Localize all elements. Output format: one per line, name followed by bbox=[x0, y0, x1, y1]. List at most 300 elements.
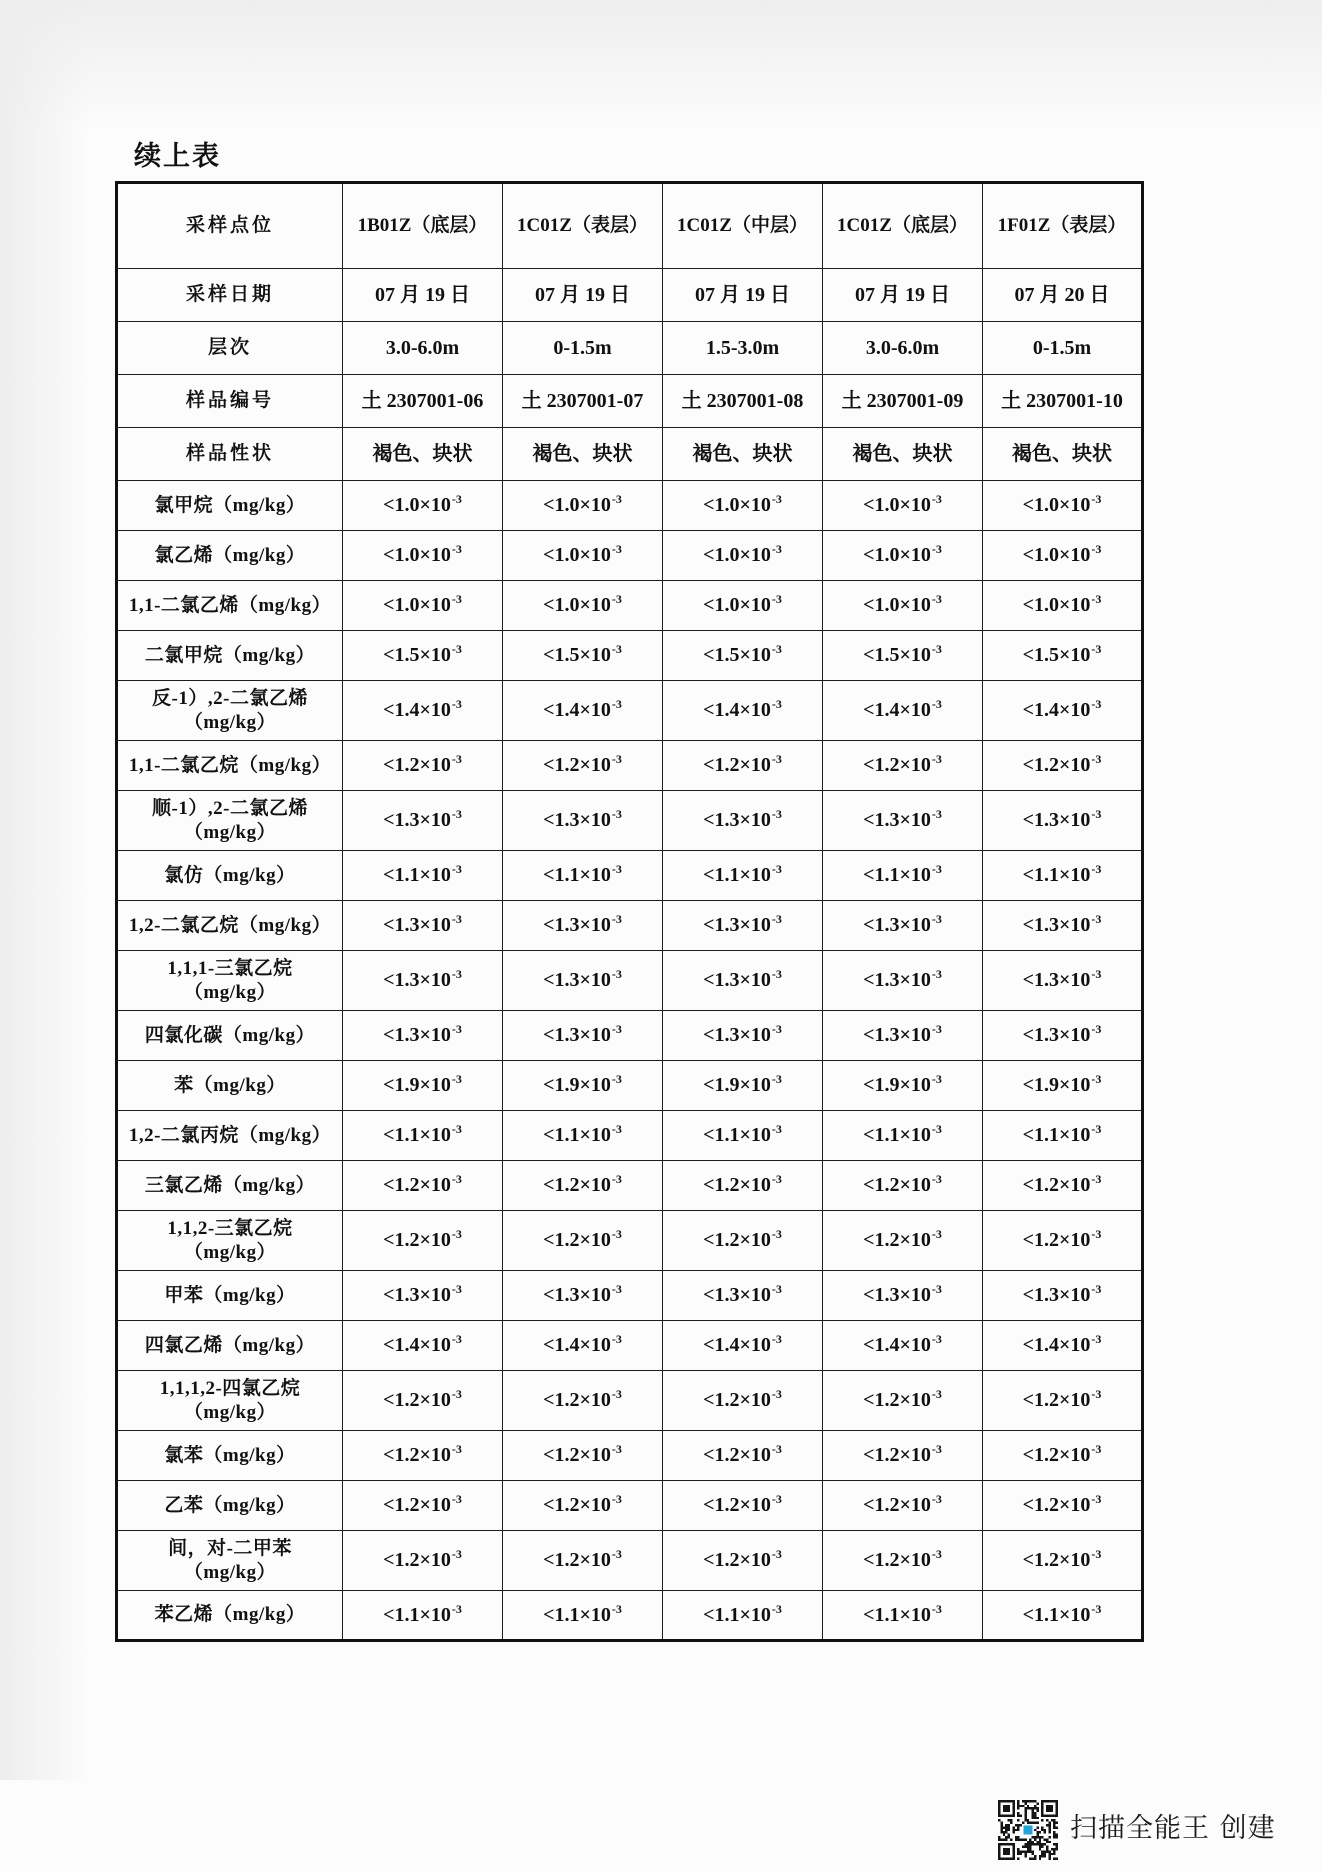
value-mantissa: <1.1×10 bbox=[383, 1603, 451, 1626]
value-exponent: -3 bbox=[771, 1332, 782, 1346]
analyte-value-cell bbox=[823, 1161, 983, 1211]
analyte-value-cell bbox=[983, 1011, 1143, 1061]
analyte-value-cell bbox=[343, 1111, 503, 1161]
info-value: 土 2307001-07 bbox=[521, 389, 644, 412]
value-exponent: -3 bbox=[451, 1332, 462, 1346]
value-mantissa: <1.0×10 bbox=[1022, 594, 1091, 616]
analyte-row bbox=[117, 681, 1143, 741]
value-exponent: -3 bbox=[771, 862, 782, 876]
value-exponent: -3 bbox=[451, 592, 462, 606]
info-label-cell bbox=[117, 322, 343, 375]
analyte-name-cell bbox=[117, 1271, 343, 1321]
value-mantissa: <1.2×10 bbox=[863, 1494, 931, 1516]
analyte-value-cell bbox=[823, 681, 983, 741]
info-value: 0-1.5m bbox=[1032, 336, 1092, 359]
value-exponent: -3 bbox=[771, 1387, 782, 1401]
value-mantissa: <1.2×10 bbox=[543, 1389, 611, 1411]
analyte-value-cell bbox=[503, 1481, 663, 1531]
value-exponent: -3 bbox=[931, 1492, 942, 1506]
value-exponent: -3 bbox=[1091, 1122, 1102, 1136]
value-exponent: -3 bbox=[771, 1442, 782, 1456]
analyte-value-cell bbox=[663, 531, 823, 581]
value-mantissa: <1.1×10 bbox=[543, 1124, 611, 1146]
analyte-value-cell bbox=[663, 1321, 823, 1371]
value-exponent: -3 bbox=[1091, 492, 1102, 506]
analyte-name-line: （mg/kg） bbox=[183, 981, 277, 1003]
analyte-value-cell bbox=[983, 1161, 1143, 1211]
info-value: 土 2307001-10 bbox=[1001, 389, 1123, 412]
value-mantissa: <1.0×10 bbox=[703, 544, 771, 566]
analyte-row bbox=[117, 1481, 1143, 1531]
value-exponent: -3 bbox=[1091, 592, 1102, 606]
analyte-name-line: 氯苯（mg/kg） bbox=[164, 1444, 296, 1466]
analyte-name-line: 氯乙烯（mg/kg） bbox=[154, 544, 306, 566]
value-mantissa: <1.4×10 bbox=[863, 1334, 931, 1356]
info-value: 土 2307001-06 bbox=[361, 389, 484, 412]
value-exponent: -3 bbox=[451, 642, 462, 656]
value-mantissa: <1.3×10 bbox=[863, 1284, 931, 1306]
value-exponent: -3 bbox=[931, 1022, 942, 1036]
value-exponent: -3 bbox=[771, 967, 782, 981]
info-value-cell bbox=[663, 269, 823, 322]
info-value-cell bbox=[823, 428, 983, 481]
analyte-value-cell bbox=[503, 1011, 663, 1061]
value-mantissa: <1.2×10 bbox=[703, 1174, 771, 1196]
value-mantissa: <1.0×10 bbox=[703, 494, 771, 516]
info-label: 样品编号 bbox=[185, 390, 274, 412]
analyte-value-cell bbox=[823, 791, 983, 851]
value-mantissa: <1.5×10 bbox=[383, 644, 451, 666]
info-row bbox=[117, 428, 1143, 481]
analyte-value-cell bbox=[343, 1591, 503, 1641]
analyte-name-cell bbox=[117, 681, 343, 741]
analyte-value-cell bbox=[343, 1211, 503, 1271]
analyte-value-cell bbox=[343, 1431, 503, 1481]
analyte-value-cell bbox=[663, 741, 823, 791]
analyte-row bbox=[117, 481, 1143, 531]
value-exponent: -3 bbox=[451, 1227, 462, 1241]
value-mantissa: <1.3×10 bbox=[703, 969, 771, 991]
value-exponent: -3 bbox=[931, 1442, 942, 1456]
value-mantissa: <1.4×10 bbox=[1022, 699, 1091, 721]
analyte-name-cell bbox=[117, 791, 343, 851]
info-value-cell bbox=[823, 322, 983, 375]
analyte-value-cell bbox=[823, 1321, 983, 1371]
value-mantissa: <1.2×10 bbox=[543, 1549, 611, 1571]
analyte-name-line: 四氯化碳（mg/kg） bbox=[144, 1024, 316, 1046]
value-exponent: -3 bbox=[771, 912, 782, 926]
value-exponent: -3 bbox=[611, 752, 622, 766]
analyte-value-cell bbox=[503, 1061, 663, 1111]
watermark-text: 扫描全能王 创建 bbox=[1070, 1813, 1276, 1844]
sampling-point-label: 1F01Z（表层） bbox=[997, 215, 1127, 237]
analyte-value-cell bbox=[343, 1371, 503, 1431]
analyte-value-cell bbox=[343, 481, 503, 531]
analyte-row bbox=[117, 1371, 1143, 1431]
analyte-value-cell bbox=[343, 1161, 503, 1211]
value-mantissa: <1.4×10 bbox=[383, 699, 451, 721]
analyte-name-line: （mg/kg） bbox=[183, 711, 277, 733]
value-mantissa: <1.9×10 bbox=[543, 1074, 611, 1096]
value-exponent: -3 bbox=[611, 697, 622, 711]
analyte-value-cell bbox=[823, 1591, 983, 1641]
value-mantissa: <1.2×10 bbox=[703, 1549, 771, 1571]
analyte-name-line: 四氯乙烯（mg/kg） bbox=[144, 1334, 316, 1356]
analyte-name-line: 1,1,1-三氯乙烷 bbox=[167, 957, 293, 979]
info-value-cell bbox=[663, 428, 823, 481]
value-exponent: -3 bbox=[771, 807, 782, 821]
value-exponent: -3 bbox=[451, 1387, 462, 1401]
value-exponent: -3 bbox=[611, 862, 622, 876]
info-value-cell bbox=[343, 269, 503, 322]
sampling-point-label: 1C01Z（底层） bbox=[837, 215, 968, 237]
analyte-value-cell bbox=[503, 481, 663, 531]
info-value: 3.0-6.0m bbox=[385, 336, 460, 359]
analyte-value-cell bbox=[983, 741, 1143, 791]
analyte-value-cell bbox=[343, 951, 503, 1011]
value-mantissa: <1.3×10 bbox=[543, 1024, 611, 1046]
value-mantissa: <1.2×10 bbox=[1022, 1549, 1091, 1571]
analyte-name-line: 1,2-二氯乙烷（mg/kg） bbox=[128, 914, 332, 936]
analyte-value-cell bbox=[503, 1161, 663, 1211]
analyte-value-cell bbox=[983, 581, 1143, 631]
analyte-name-line: 三氯乙烯（mg/kg） bbox=[144, 1174, 316, 1196]
analyte-name-cell bbox=[117, 1591, 343, 1641]
analyte-value-cell bbox=[663, 1531, 823, 1591]
value-mantissa: <1.3×10 bbox=[383, 809, 451, 831]
value-exponent: -3 bbox=[1091, 1072, 1102, 1086]
value-exponent: -3 bbox=[611, 1227, 622, 1241]
value-mantissa: <1.2×10 bbox=[383, 1494, 451, 1516]
value-exponent: -3 bbox=[1091, 807, 1102, 821]
value-mantissa: <1.5×10 bbox=[703, 644, 771, 666]
value-exponent: -3 bbox=[611, 1072, 622, 1086]
analyte-value-cell bbox=[983, 481, 1143, 531]
analyte-value-cell bbox=[503, 951, 663, 1011]
value-exponent: -3 bbox=[1091, 697, 1102, 711]
value-exponent: -3 bbox=[771, 542, 782, 556]
value-mantissa: <1.2×10 bbox=[703, 754, 771, 776]
page-title: 续上表 bbox=[134, 141, 221, 171]
info-value-cell bbox=[663, 322, 823, 375]
value-mantissa: <1.2×10 bbox=[703, 1229, 771, 1251]
value-exponent: -3 bbox=[611, 1022, 622, 1036]
analyte-name-cell bbox=[117, 531, 343, 581]
value-mantissa: <1.3×10 bbox=[863, 809, 931, 831]
info-value-cell bbox=[503, 322, 663, 375]
value-exponent: -3 bbox=[611, 592, 622, 606]
value-mantissa: <1.4×10 bbox=[1022, 1334, 1091, 1356]
value-exponent: -3 bbox=[451, 1122, 462, 1136]
value-mantissa: <1.2×10 bbox=[863, 754, 931, 776]
value-exponent: -3 bbox=[931, 967, 942, 981]
value-exponent: -3 bbox=[771, 1492, 782, 1506]
value-mantissa: <1.1×10 bbox=[863, 1603, 931, 1626]
value-mantissa: <1.0×10 bbox=[383, 544, 451, 566]
value-mantissa: <1.1×10 bbox=[383, 1124, 451, 1146]
analyte-value-cell bbox=[823, 1271, 983, 1321]
analyte-name-cell bbox=[117, 1531, 343, 1591]
analyte-row bbox=[117, 791, 1143, 851]
analyte-name-cell bbox=[117, 1111, 343, 1161]
value-exponent: -3 bbox=[611, 1122, 622, 1136]
analyte-name-cell bbox=[117, 951, 343, 1011]
analyte-value-cell bbox=[983, 851, 1143, 901]
value-exponent: -3 bbox=[771, 1547, 782, 1561]
analyte-name-line: 1,1,1,2-四氯乙烷 bbox=[159, 1377, 301, 1399]
value-exponent: -3 bbox=[611, 1601, 622, 1616]
analyte-value-cell bbox=[503, 631, 663, 681]
analyte-name-line: （mg/kg） bbox=[183, 1561, 277, 1583]
analyte-value-cell bbox=[663, 481, 823, 531]
analyte-value-cell bbox=[823, 1011, 983, 1061]
analyte-value-cell bbox=[343, 681, 503, 741]
value-exponent: -3 bbox=[1091, 1387, 1102, 1401]
info-value: 褐色、块状 bbox=[1012, 442, 1112, 465]
analyte-value-cell bbox=[663, 631, 823, 681]
value-exponent: -3 bbox=[451, 697, 462, 711]
value-exponent: -3 bbox=[931, 697, 942, 711]
value-mantissa: <1.5×10 bbox=[863, 644, 931, 666]
info-value-cell bbox=[983, 428, 1143, 481]
value-mantissa: <1.0×10 bbox=[863, 494, 931, 516]
value-mantissa: <1.2×10 bbox=[1022, 1494, 1091, 1516]
value-mantissa: <1.3×10 bbox=[1022, 1284, 1091, 1306]
info-value: 07 月 20 日 bbox=[1014, 283, 1110, 306]
value-mantissa: <1.2×10 bbox=[1022, 1444, 1091, 1466]
value-exponent: -3 bbox=[611, 492, 622, 506]
sampling-point-label: 1C01Z（中层） bbox=[677, 215, 808, 237]
value-exponent: -3 bbox=[931, 1387, 942, 1401]
value-mantissa: <1.0×10 bbox=[863, 594, 931, 616]
analyte-value-cell bbox=[663, 791, 823, 851]
value-mantissa: <1.2×10 bbox=[383, 1389, 451, 1411]
analyte-row bbox=[117, 1591, 1143, 1641]
value-mantissa: <1.2×10 bbox=[863, 1549, 931, 1571]
value-exponent: -3 bbox=[931, 1332, 942, 1346]
value-mantissa: <1.9×10 bbox=[863, 1074, 931, 1096]
value-mantissa: <1.3×10 bbox=[383, 1284, 451, 1306]
info-label: 样品性状 bbox=[185, 443, 274, 465]
analyte-value-cell bbox=[663, 1481, 823, 1531]
analyte-value-cell bbox=[983, 791, 1143, 851]
value-exponent: -3 bbox=[611, 1387, 622, 1401]
value-exponent: -3 bbox=[611, 1282, 622, 1296]
analyte-value-cell bbox=[823, 531, 983, 581]
analyte-value-cell bbox=[663, 1431, 823, 1481]
analyte-value-cell bbox=[503, 1431, 663, 1481]
analyte-name-cell bbox=[117, 1061, 343, 1111]
analyte-row bbox=[117, 1431, 1143, 1481]
analyte-value-cell bbox=[983, 1271, 1143, 1321]
value-mantissa: <1.3×10 bbox=[383, 969, 451, 991]
sampling-point-cell bbox=[823, 183, 983, 269]
value-mantissa: <1.4×10 bbox=[863, 699, 931, 721]
analyte-value-cell bbox=[503, 741, 663, 791]
analyte-value-cell bbox=[823, 741, 983, 791]
analyte-value-cell bbox=[823, 1431, 983, 1481]
value-mantissa: <1.3×10 bbox=[1022, 1024, 1091, 1046]
analyte-value-cell bbox=[823, 1531, 983, 1591]
analyte-value-cell bbox=[823, 481, 983, 531]
value-exponent: -3 bbox=[1091, 1282, 1102, 1296]
analyte-value-cell bbox=[503, 1211, 663, 1271]
info-row bbox=[117, 322, 1143, 375]
analyte-name-line: 1,1-二氯乙烷（mg/kg） bbox=[128, 754, 332, 776]
analyte-row bbox=[117, 1061, 1143, 1111]
analyte-value-cell bbox=[663, 851, 823, 901]
analyte-value-cell bbox=[663, 1591, 823, 1641]
scan-shadow-top bbox=[0, 0, 1322, 130]
value-mantissa: <1.3×10 bbox=[543, 914, 611, 936]
value-mantissa: <1.4×10 bbox=[543, 699, 611, 721]
value-exponent: -3 bbox=[611, 1332, 622, 1346]
analyte-value-cell bbox=[503, 531, 663, 581]
value-mantissa: <1.1×10 bbox=[703, 1124, 771, 1146]
table-header-row bbox=[117, 183, 1143, 269]
value-exponent: -3 bbox=[451, 862, 462, 876]
value-exponent: -3 bbox=[931, 542, 942, 556]
value-exponent: -3 bbox=[611, 1442, 622, 1456]
value-exponent: -3 bbox=[451, 1492, 462, 1506]
analyte-value-cell bbox=[663, 681, 823, 741]
value-exponent: -3 bbox=[931, 492, 942, 506]
value-exponent: -3 bbox=[1091, 1332, 1102, 1346]
value-exponent: -3 bbox=[611, 807, 622, 821]
analyte-name-cell bbox=[117, 901, 343, 951]
analyte-value-cell bbox=[503, 1591, 663, 1641]
scan-shadow-left bbox=[0, 0, 90, 1780]
value-exponent: -3 bbox=[931, 807, 942, 821]
analyte-row bbox=[117, 901, 1143, 951]
analyte-value-cell bbox=[343, 791, 503, 851]
value-exponent: -3 bbox=[1091, 862, 1102, 876]
info-value-cell bbox=[343, 428, 503, 481]
analyte-name-line: 苯乙烯（mg/kg） bbox=[154, 1604, 306, 1626]
sampling-point-cell bbox=[663, 183, 823, 269]
info-value-cell bbox=[823, 269, 983, 322]
analyte-value-cell bbox=[983, 1431, 1143, 1481]
analyte-value-cell bbox=[503, 1271, 663, 1321]
analyte-value-cell bbox=[983, 1591, 1143, 1641]
analyte-value-cell bbox=[983, 681, 1143, 741]
value-mantissa: <1.3×10 bbox=[543, 1284, 611, 1306]
value-mantissa: <1.1×10 bbox=[1022, 864, 1091, 886]
analyte-name-line: 二氯甲烷（mg/kg） bbox=[144, 644, 316, 666]
info-value-cell bbox=[663, 375, 823, 428]
analyte-name-cell bbox=[117, 1431, 343, 1481]
analyte-value-cell bbox=[343, 741, 503, 791]
value-mantissa: <1.2×10 bbox=[383, 1549, 451, 1571]
analyte-name-cell bbox=[117, 1211, 343, 1271]
analyte-value-cell bbox=[343, 1271, 503, 1321]
analyte-value-cell bbox=[663, 1371, 823, 1431]
value-exponent: -3 bbox=[931, 592, 942, 606]
value-exponent: -3 bbox=[451, 542, 462, 556]
analyte-name-line: 1,1,2-三氯乙烷 bbox=[167, 1217, 293, 1239]
value-exponent: -3 bbox=[451, 492, 462, 506]
value-mantissa: <1.3×10 bbox=[703, 809, 771, 831]
analyte-name-cell bbox=[117, 1371, 343, 1431]
value-exponent: -3 bbox=[771, 1227, 782, 1241]
value-exponent: -3 bbox=[931, 752, 942, 766]
analyte-value-cell bbox=[983, 951, 1143, 1011]
value-exponent: -3 bbox=[1091, 1547, 1102, 1561]
analyte-value-cell bbox=[983, 531, 1143, 581]
analyte-name-cell bbox=[117, 741, 343, 791]
analyte-value-cell bbox=[503, 1531, 663, 1591]
value-exponent: -3 bbox=[451, 1072, 462, 1086]
value-mantissa: <1.3×10 bbox=[1022, 914, 1091, 936]
analyte-name-line: 反-1）,2-二氯乙烯 bbox=[152, 687, 308, 709]
value-mantissa: <1.2×10 bbox=[703, 1389, 771, 1411]
analyte-value-cell bbox=[823, 581, 983, 631]
analyte-value-cell bbox=[503, 681, 663, 741]
info-label: 采样日期 bbox=[185, 284, 274, 306]
info-value: 07 月 19 日 bbox=[375, 283, 470, 306]
value-exponent: -3 bbox=[771, 697, 782, 711]
value-mantissa: <1.2×10 bbox=[543, 1174, 611, 1196]
info-value-cell bbox=[983, 322, 1143, 375]
info-value: 褐色、块状 bbox=[532, 442, 633, 465]
info-label-cell bbox=[117, 375, 343, 428]
value-exponent: -3 bbox=[451, 912, 462, 926]
analyte-value-cell bbox=[823, 1211, 983, 1271]
value-mantissa: <1.4×10 bbox=[703, 1334, 771, 1356]
value-exponent: -3 bbox=[1091, 1227, 1102, 1241]
analyte-value-cell bbox=[343, 901, 503, 951]
analyte-name-cell bbox=[117, 851, 343, 901]
value-mantissa: <1.1×10 bbox=[543, 1603, 611, 1626]
info-value-cell bbox=[823, 375, 983, 428]
value-mantissa: <1.3×10 bbox=[383, 1024, 451, 1046]
value-exponent: -3 bbox=[1091, 642, 1102, 656]
analyte-value-cell bbox=[663, 951, 823, 1011]
value-exponent: -3 bbox=[931, 1122, 942, 1136]
analyte-name-line: 氯甲烷（mg/kg） bbox=[154, 494, 306, 516]
value-exponent: -3 bbox=[611, 1492, 622, 1506]
value-mantissa: <1.1×10 bbox=[703, 864, 771, 886]
value-mantissa: <1.2×10 bbox=[1022, 754, 1091, 776]
info-label-cell bbox=[117, 269, 343, 322]
info-value-cell bbox=[503, 375, 663, 428]
info-value: 0-1.5m bbox=[553, 336, 612, 359]
header-label-cell bbox=[117, 183, 343, 269]
value-mantissa: <1.0×10 bbox=[383, 594, 451, 616]
analyte-value-cell bbox=[823, 951, 983, 1011]
info-value: 3.0-6.0m bbox=[865, 336, 940, 359]
value-exponent: -3 bbox=[1091, 967, 1102, 981]
value-mantissa: <1.5×10 bbox=[543, 644, 611, 666]
analyte-value-cell bbox=[823, 1371, 983, 1431]
value-mantissa: <1.0×10 bbox=[703, 594, 771, 616]
analyte-value-cell bbox=[823, 1481, 983, 1531]
value-mantissa: <1.2×10 bbox=[543, 1444, 611, 1466]
analyte-value-cell bbox=[503, 1111, 663, 1161]
value-exponent: -3 bbox=[1091, 752, 1102, 766]
value-mantissa: <1.1×10 bbox=[703, 1603, 771, 1626]
value-exponent: -3 bbox=[771, 1282, 782, 1296]
analyte-name-line: 氯仿（mg/kg） bbox=[164, 864, 296, 886]
value-exponent: -3 bbox=[611, 542, 622, 556]
info-value-cell bbox=[503, 428, 663, 481]
value-exponent: -3 bbox=[451, 752, 462, 766]
info-value-cell bbox=[343, 322, 503, 375]
value-exponent: -3 bbox=[931, 1072, 942, 1086]
info-value: 1.5-3.0m bbox=[705, 336, 780, 359]
analyte-row bbox=[117, 631, 1143, 681]
sampling-point-cell bbox=[343, 183, 503, 269]
